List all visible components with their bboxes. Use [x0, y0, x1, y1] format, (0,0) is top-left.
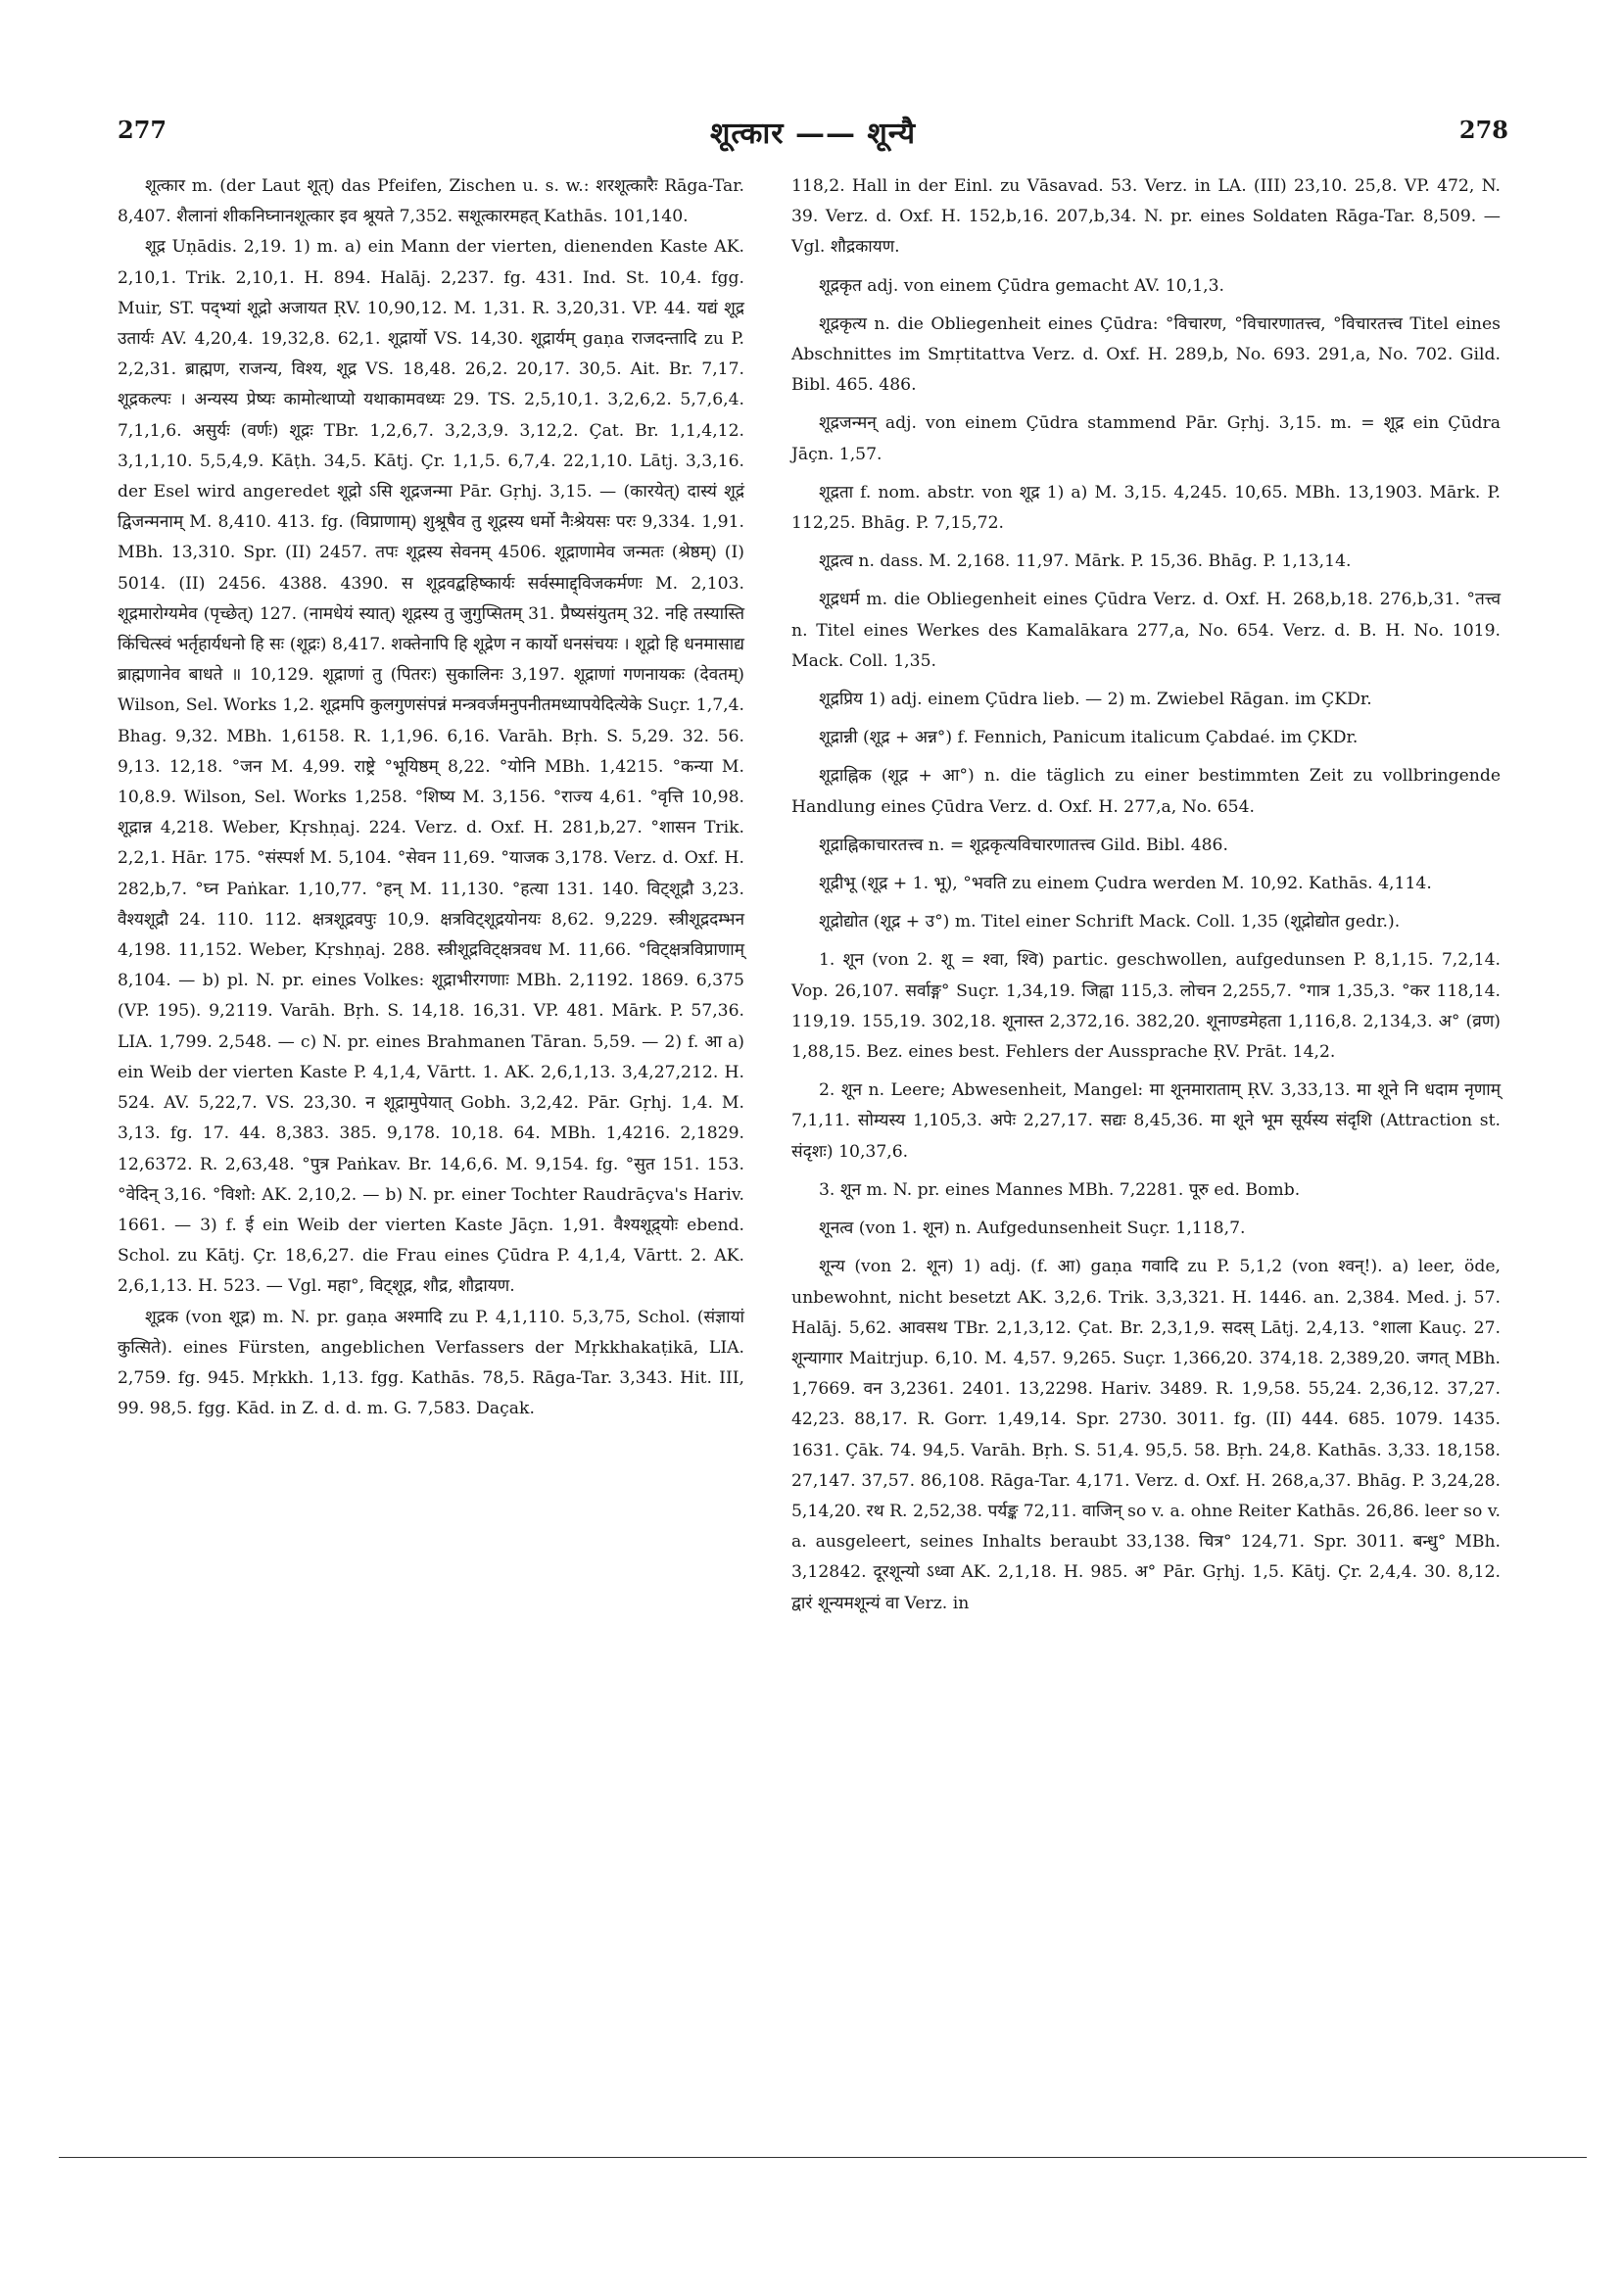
- dictionary-entry: 2. शून n. Leere; Abwesenheit, Mangel: मा शूनमाराताम् ṚV. 3,33,13. मा शूने नि धदाम नृणाम् 7,1,11. सोम्यस्य 1,105,3. अपेः 2,27,17. सद्यः 8,45,36. मा शूने भूम सूर्यस्य संदृशि (Attraction st. संदृशः) 10,37,6.: [791, 1080, 1501, 1162]
- dictionary-entry: 118,2. Hall in der Einl. zu Vāsavad. 53. Verz. in LA. (III) 23,10. 25,8. VP. 472, N. 39. Verz. d. Oxf. H. 152,b,16. 207,b,34. N. pr. eines Soldaten Rāga-Tar. 8,509. — Vgl. शौद्रकायण.: [791, 176, 1501, 258]
- dictionary-entry: शूनत्व (von 1. शून) n. Aufgedunsenheit Suçr. 1,118,7.: [819, 1219, 1246, 1239]
- dictionary-entry: शूद्रोद्योत (शूद्र + उ°) m. Titel einer Schrift Mack. Coll. 1,35 (शूद्रोद्योत gedr.).: [819, 912, 1401, 933]
- footer-rule: [59, 2157, 1587, 2158]
- left-column: [118, 171, 744, 1424]
- dictionary-entry: शूत्कार m. (der Laut शूत्) das Pfeifen, Zischen u. s. w.: शरशूत्कारैः Rāga-Tar. 8,407. शैलानां शीकनिघ्नानशूत्कार इव श्रूयते 7,352. सशूत्कारमहत् Kathās. 101,140.: [118, 176, 744, 227]
- dictionary-entry: शूद्रप्रिय 1) adj. einem Çūdra lieb. — 2) m. Zwiebel Rāgan. im ÇKDr.: [819, 690, 1372, 710]
- dictionary-entry: शूद्रीभू (शूद्र + 1. भू), °भवति zu einem Çudra werden M. 10,92. Kathās. 4,114.: [819, 874, 1432, 894]
- dictionary-entry: शूद्रधर्म m. die Obliegenheit eines Çūdra Verz. d. Oxf. H. 268,b,18. 276,b,31. °तत्त्व n. Titel eines Werkes des Kamalākara 277,a, No. 654. Verz. d. B. H. No. 1019. Mack. Coll. 1,35.: [791, 590, 1501, 671]
- dictionary-entry: शूद्रकृत्य n. die Obliegenheit eines Çūdra: °विचारण, °विचारणातत्त्व, °विचारतत्त्व Titel eines Abschnittes im Smṛtitattva Verz. d. Oxf. H. 289,b, No. 693. 291,a, No. 702. Gild. Bibl. 465. 486.: [791, 313, 1501, 396]
- dictionary-entry: 1. शून (von 2. शू = श्वा, श्वि) partic. geschwollen, aufgedunsen P. 8,1,15. 7,2,14. Vop. 26,107. सर्वाङ्ग° Suçr. 1,34,19. जिह्वा 115,3. लोचन 2,255,7. °गात्र 1,35,3. °कर 118,14. 119,19. 155,19. 302,18. शूनास्त 2,372,16. 382,20. शूनाण्डमेहता 1,116,8. 2,134,3. अ° (व्रण) 1,88,15. Bez. eines best. Fehlers der Aussprache ṚV. Prāt. 14,2.: [791, 950, 1501, 1063]
- dictionary-entry: शूद्रत्व n. dass. M. 2,168. 11,97. Mārk. P. 15,36. Bhāg. P. 1,13,14.: [819, 551, 1352, 572]
- dictionary-entry: शूद्र Uṇādis. 2,19. 1) m. a) ein Mann der vierten, dienenden Kaste AK. 2,10,1. Trik. 2,10,1. H. 894. Halāj. 2,237. fg. 431. Ind. St. 10,4. fgg. Muir, ST. पद्भ्यां शूद्रो अजायत ṚV. 10,90,12. M. 1,31. R. 3,20,31. VP. 44. यद्यं शूद्र उतार्यः AV. 4,20,4. 19,32,8. 62,1. शूद्रार्यो VS. 14,30. शूद्रार्यम् gaṇa राजदन्तादि zu P. 2,2,31. ब्राह्मण, राजन्य, विश्य, शूद्र VS. 18,48. 26,2. 20,17. 30,5. Ait. Br. 7,17. शूद्रकल्पः । अन्यस्य प्रेष्यः कामोत्थाप्यो यथाकामवध्यः 29. TS. 2,5,10,1. 3,2,6,2. 5,7,6,4. 7,1,1,6. असुर्यः (वर्णः) शूद्रः TBr. 1,2,6,7. 3,2,3,9. 3,12,2. Çat. Br. 1,1,4,12. 3,1,1,10. 5,5,4,9. Kāṭh. 34,5. Kātj. Çr. 1,1,5. 6,7,4. 22,1,10. Lātj. 3,3,16. der Esel wird angeredet शूद्रो ऽसि शूद्रजन्मा Pār. Gṛhj. 3,15. — (कारयेत्) दास्यं शूद्रं द्विजन्मनाम् M. 8,410. 413. fg. (विप्राणाम्) शुश्रूषैव तु शूद्रस्य धर्मो नैःश्रेयसः परः 9,334. 1,91. MBh. 13,310. Spr. (II) 2457. तपः शूद्रस्य सेवनम् 4506. शूद्राणामेव जन्मतः (श्रेष्ठम्) (I) 5014. (II) 2456. 4388. 4390. स शूद्रवद्बहिष्कार्यः सर्वस्माद्द्विजकर्मणः M. 2,103. शूद्रमारोग्यमेव (पृच्छेत्) 127. (नामधेयं स्यात्) शूद्रस्य तु जुगुप्सितम् 31. प्रैष्यसंयुतम् 32. नहि तस्यास्ति किंचित्स्वं भर्तृहार्यधनो हि सः (शूद्रः) 8,417. शक्तेनापि हि शूद्रेण न कार्यो धनसंचयः । शूद्रो हि धनमासाद्य ब्राह्मणानेव बाधते ॥ 10,129. शूद्राणां तु (पितरः) सुकालिनः 3,197. शूद्राणां गणनायकः (देवतम्) Wilson, Sel. Works 1,2. शूद्रमपि कुलगुणसंपन्नं मन्त्रवर्जमनुपनीतमध्यापयेदित्येके Suçr. 1,7,4. Bhag. 9,32. MBh. 1,6158. R. 1,1,96. 6,16. Varāh. Bṛh. S. 5,29. 32. 56. 9,13. 12,18. °जन M. 4,99. राष्ट्रे °भूयिष्ठम् 8,22. °योनि MBh. 1,4215. °कन्या M. 10,8.9. Wilson, Sel. Works 1,258. °शिष्य M. 3,156. °राज्य 4,61. °वृत्ति 10,98. शूद्रान्न 4,218. Weber, Kṛshṇaj. 224. Verz. d. Oxf. H. 281,b,27. °शासन Trik. 2,2,1. Hār. 175. °संस्पर्श M. 5,104. °सेवन 11,69. °याजक 3,178. Verz. d. Oxf. H. 282,b,7. °घ्न Paṅkar. 1,10,77. °हन् M. 11,130. °हत्या 131. 140. विट्शूद्रौ 3,23. वैश्यशूद्रौ 24. 110. 112. क्षत्रशूद्रवपुः 10,9. क्षत्रविट्शूद्रयोनयः 8,62. 9,229. स्त्रीशूद्रदम्भन 4,198. 11,152. Weber, Kṛshṇaj. 288. स्त्रीशूद्रविट्क्षत्रवध M. 11,66. °विट्क्षत्रविप्राणाम् 8,104. — b) pl. N. pr. eines Volkes: शूद्राभीरगणाः MBh. 2,1192. 1869. 6,375 (VP. 195). 9,2119. Varāh. Bṛh. S. 14,18. 16,31. VP. 481. Mārk. P. 57,36. LIA. 1,799. 2,548. — c) N. pr. eines Brahmanen Tāran. 5,59. — 2) f. आ a) ein Weib der vierten Kaste P. 4,1,4, Vārtt. 1. AK. 2,6,1,13. 3,4,27,212. H. 524. AV. 5,22,7. VS. 23,30. न शूद्रामुपेयात् Gobh. 3,2,42. Pār. Gṛhj. 1,4. M. 3,13. fg. 17. 44. 8,383. 385. 9,178. 10,18. 64. MBh. 1,4216. 2,1829. 12,6372. R. 2,63,48. °पुत्र Paṅkav. Br. 14,6,6. M. 9,154. fg. °सुत 151. 153. °वेदिन् 3,16. °विशो: AK. 2,10,2. — b) N. pr. einer Tochter Raudrāçva's Hariv. 1661. — 3) f. ई ein Weib der vierten Kaste Jāçn. 1,91. वैश्यशूद्र्योः ebend. Schol. zu Kātj. Çr. 18,6,27. die Frau eines Çūdra P. 4,1,4, Vārtt. 2. AK. 2,6,1,13. H. 523. — Vgl. महा°, विट्शूद्र, शौद्र, शौद्रायण.: [118, 237, 744, 1297]
- dictionary-entry: शूद्रता f. nom. abstr. von शूद्र 1) a) M. 3,15. 4,245. 10,65. MBh. 13,1903. Mārk. P. 112,25. Bhāg. P. 7,15,72.: [791, 482, 1501, 534]
- dictionary-entry: शूद्रक (von शूद्र) m. N. pr. gaṇa अश्मादि zu P. 4,1,110. 5,3,75, Schol. (संज्ञायां कुत्सिते). eines Fürsten, angeblichen Verfassers der Mṛkkhakaṭikā, LIA. 2,759. fg. 945. Mṛkkh. 1,13. fgg. Kathās. 78,5. Rāga-Tar. 3,343. Hit. III, 99. 98,5. fgg. Kād. in Z. d. d. m. G. 7,583. Daçak.: [118, 1307, 744, 1419]
- dictionary-entry: 3. शून m. N. pr. eines Mannes MBh. 7,2281. पूरु ed. Bomb.: [819, 1179, 1301, 1200]
- page-header: [118, 116, 1508, 155]
- dictionary-entry: शूद्राह्निक (शूद्र + आ°) n. die täglich zu einer bestimmten Zeit zu vollbringende Handlung eines Çūdra Verz. d. Oxf. H. 277,a, No. 654.: [791, 766, 1501, 817]
- page-number-right: 278: [1458, 116, 1508, 144]
- right-column: [791, 171, 1501, 1627]
- dictionary-entry: शूद्राह्निकाचारतत्त्व n. = शूद्रकृत्यविचारणातत्त्व Gild. Bibl. 486.: [819, 835, 1228, 855]
- running-title: शूत्कार —— शून्यै: [709, 117, 917, 151]
- dictionary-entry: शूद्रजन्मन् adj. von einem Çūdra stammend Pār. Gṛhj. 3,15. m. = शूद्र ein Çūdra Jāçn. 1,57.: [791, 413, 1501, 464]
- dictionary-entry: शूद्रकृत adj. von einem Çūdra gemacht AV. 10,1,3.: [819, 275, 1224, 296]
- dictionary-entry: शूद्रान्नी (शूद्र + अन्न°) f. Fennich, Panicum italicum Çabdaé. im ÇKDr.: [819, 728, 1359, 748]
- page-number-left: 277: [118, 116, 167, 144]
- dictionary-entry: शून्य (von 2. शून) 1) adj. (f. आ) gaṇa गवादि zu P. 5,1,2 (von श्वन्!). a) leer, öde, unbewohnt, nicht besetzt AK. 3,2,6. Trik. 3,3,321. H. 1446. an. 2,384. Med. j. 57. Halāj. 5,62. आवसथ TBr. 2,1,3,12. Çat. Br. 2,3,1,9. सदस् Lātj. 2,4,13. °शाला Kauç. 27. शून्यागार Maitrjup. 6,10. M. 4,57. 9,265. Suçr. 1,366,20. 374,18. 2,389,20. जगत् MBh. 1,7669. वन 3,2361. 2401. 13,2298. Hariv. 3489. R. 1,9,58. 55,24. 2,36,12. 37,27. 42,23. 88,17. R. Gorr. 1,49,14. Spr. 2730. 3011. fg. (II) 444. 685. 1079. 1435. 1631. Çāk. 74. 94,5. Varāh. Bṛh. S. 51,4. 95,5. 58. Bṛh. 24,8. Kathās. 3,33. 18,158. 27,147. 37,57. 86,108. Rāga-Tar. 4,171. Verz. d. Oxf. H. 268,a,37. Bhāg. P. 3,24,28. 5,14,20. रथ R. 2,52,38. पर्यङ्क 72,11. वाजिन् so v. a. ohne Reiter Kathās. 26,86. leer so v. a. ausgeleert, seines Inhalts beraubt 33,138. चित्र° 124,71. Spr. 3011. बन्धु° MBh. 3,12842. दूरशून्यो ऽध्वा AK. 2,1,18. H. 985. अ° Pār. Gṛhj. 1,5. Kātj. Çr. 2,4,4. 30. 8,12. द्वारं शून्यमशून्यं वा Verz. in: [791, 1257, 1501, 1613]
